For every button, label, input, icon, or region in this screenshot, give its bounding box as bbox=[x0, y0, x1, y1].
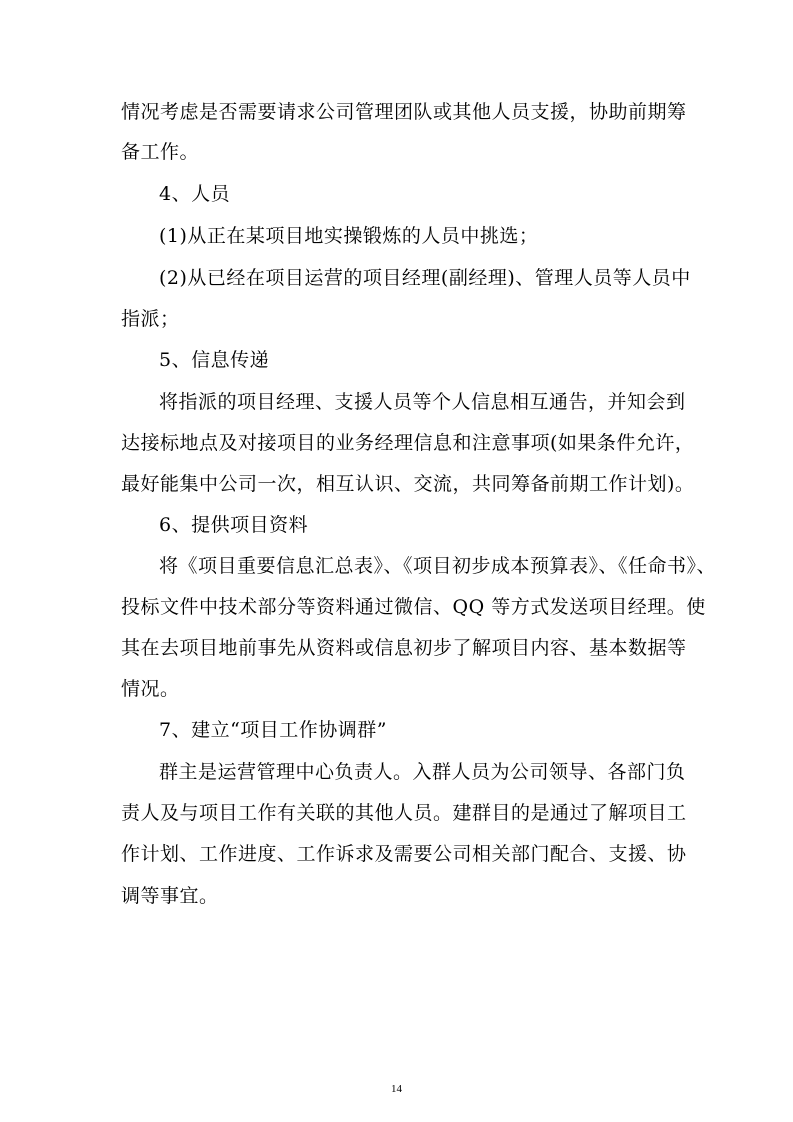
paragraph-line: 群主是运营管理中心负责人。入群人员为公司领导、各部门负 bbox=[159, 761, 686, 783]
section-heading-information: 5、信息传递 bbox=[159, 349, 270, 371]
paragraph-line: 将《项目重要信息汇总表》、《项目初步成本预算表》、《任命书》、 bbox=[159, 555, 717, 577]
paragraph-line: 指派； bbox=[121, 308, 180, 330]
paragraph-line: 其在去项目地前事先从资料或信息初步了解项目内容、基本数据等 bbox=[121, 637, 687, 659]
paragraph-line: 最好能集中公司一次，相互认识、交流，共同筹备前期工作计划)。 bbox=[121, 473, 695, 495]
paragraph-line: 投标文件中技术部分等资料通过微信、QQ 等方式发送项目经理。使 bbox=[121, 596, 706, 618]
paragraph-line: 达接标地点及对接项目的业务经理信息和注意事项(如果条件允许， bbox=[121, 432, 695, 454]
paragraph-line: 责人及与项目工作有关联的其他人员。建群目的是通过了解项目工 bbox=[121, 802, 687, 824]
page-number: 14 bbox=[391, 1083, 402, 1095]
section-heading-materials: 6、提供项目资料 bbox=[159, 514, 309, 536]
list-item: (2)从已经在项目运营的项目经理(副经理)、管理人员等人员中 bbox=[159, 267, 691, 289]
paragraph-line: 作计划、工作进度、工作诉求及需要公司相关部门配合、支援、协 bbox=[121, 843, 687, 865]
paragraph-line: 调等事宜。 bbox=[121, 885, 219, 907]
list-item: (1)从正在某项目地实操锻炼的人员中挑选； bbox=[159, 225, 539, 247]
section-heading-personnel: 4、人员 bbox=[159, 183, 231, 205]
paragraph-line: 情况考虑是否需要请求公司管理团队或其他人员支援，协助前期筹 bbox=[121, 101, 687, 123]
paragraph-line: 情况。 bbox=[121, 678, 180, 700]
section-heading-group: 7、建立“项目工作协调群” bbox=[159, 719, 388, 741]
paragraph-line: 备工作。 bbox=[121, 141, 200, 163]
paragraph-line: 将指派的项目经理、支援人员等个人信息相互通告，并知会到 bbox=[159, 391, 686, 413]
